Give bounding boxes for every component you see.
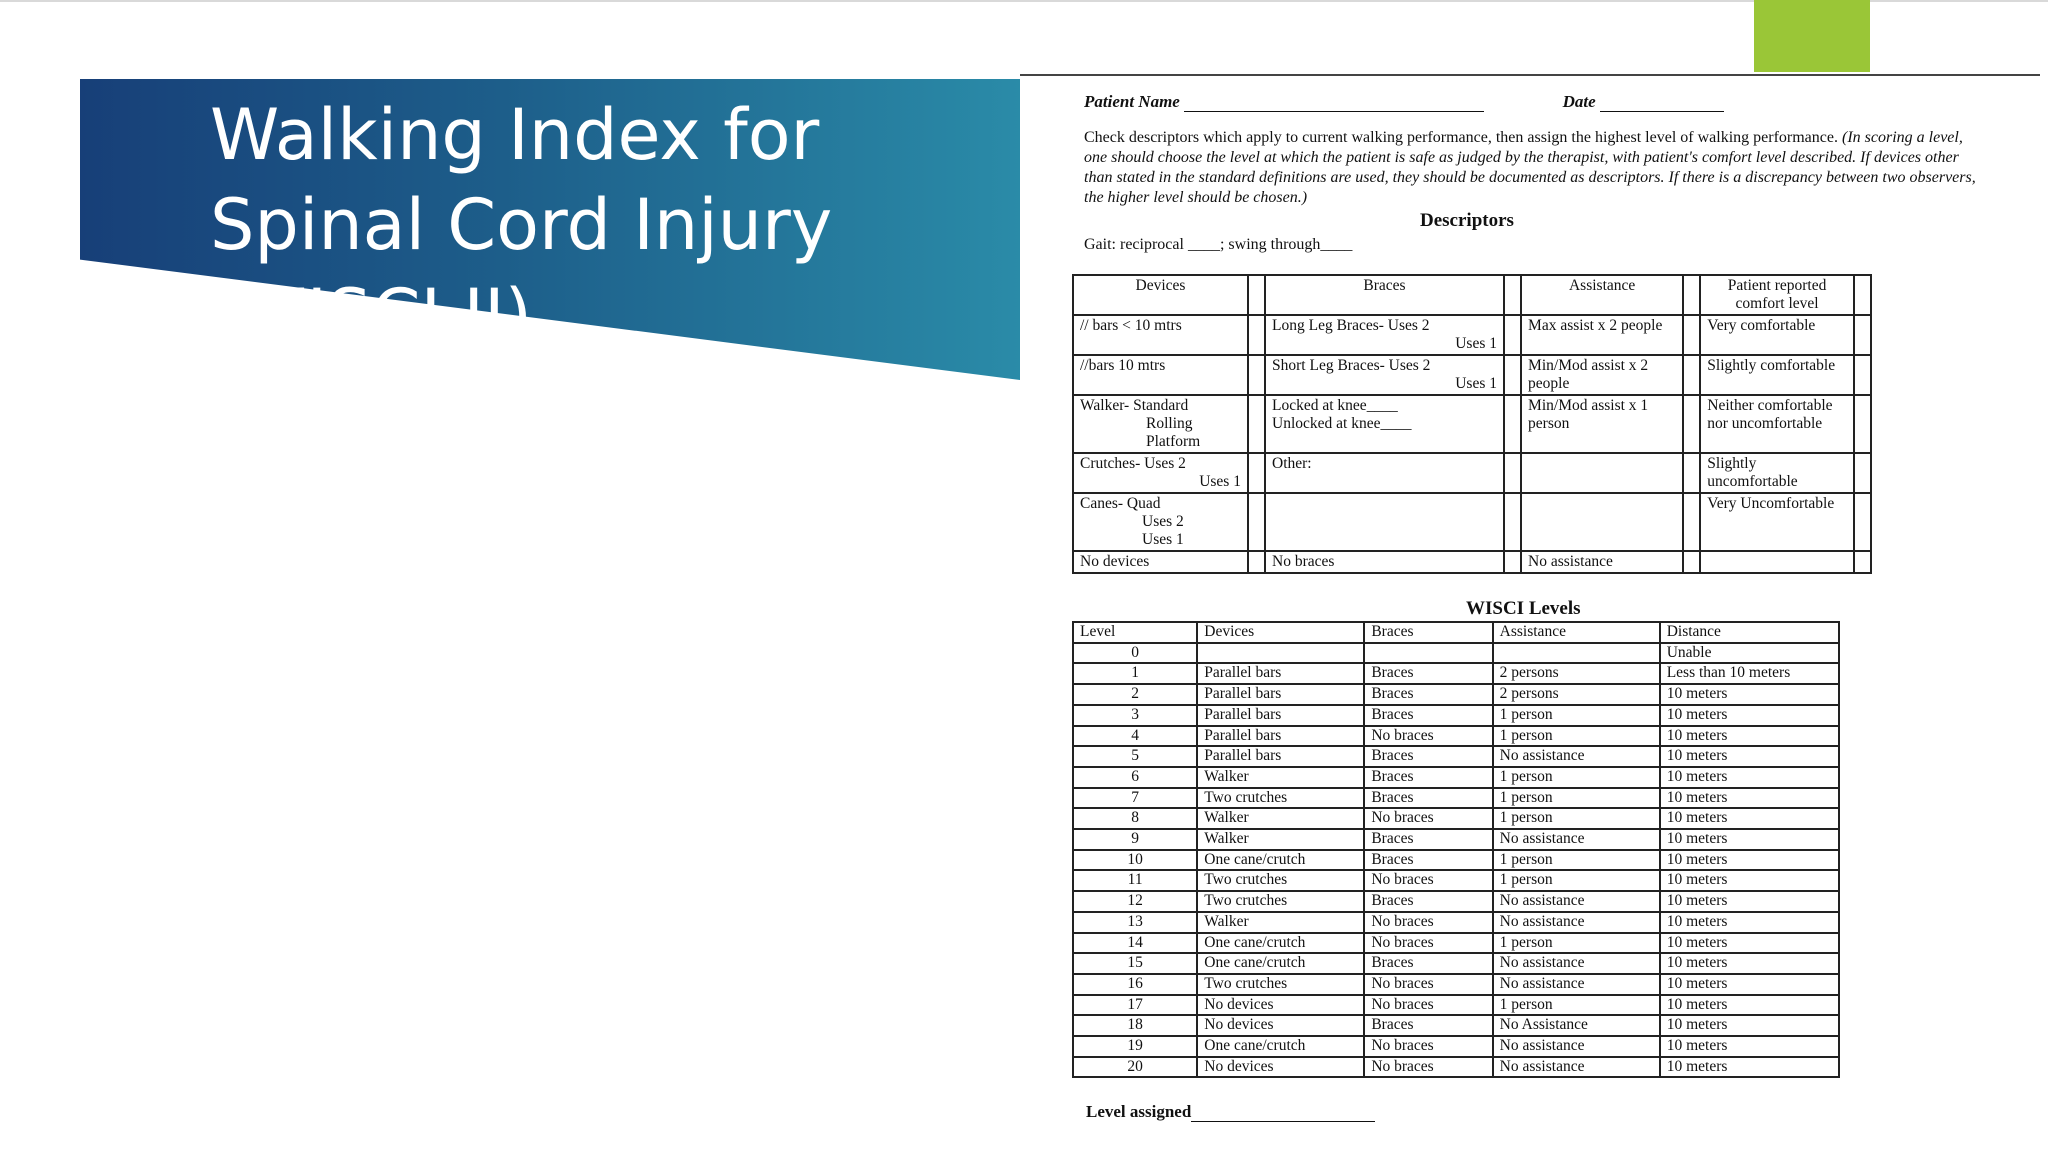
level-cell-level: 13 bbox=[1073, 912, 1197, 933]
instructions-text: Check descriptors which apply to current walking performance, then assign the highest level of walking performance. bbox=[1084, 129, 1838, 146]
descriptor-checkbox[interactable] bbox=[1683, 551, 1700, 573]
level-assigned-label: Level assigned bbox=[1086, 1102, 1192, 1121]
levels-table bbox=[1072, 621, 1840, 1078]
level-cell-braces: No braces bbox=[1364, 995, 1492, 1016]
level-cell-devices: No devices bbox=[1197, 995, 1364, 1016]
level-cell-assistance: No assistance bbox=[1493, 953, 1660, 974]
gait-label: Gait: bbox=[1084, 236, 1116, 253]
instructions-note: (In scoring a level, one should choose the level at which the patient is safe as judged by the therapist, with patient's comfort level described. If devices other than stated in the standard definitions are used, they should be documented as descriptors. If there is a discrepancy between two observers, the higher level should be chosen.) bbox=[1084, 129, 1976, 206]
level-row bbox=[1073, 1057, 1839, 1078]
gait-reciprocal: reciprocal ____; bbox=[1120, 236, 1225, 253]
descriptor-row bbox=[1073, 395, 1871, 453]
level-row bbox=[1073, 663, 1839, 684]
level-row bbox=[1073, 705, 1839, 726]
descriptor-brace: Long Leg Braces- Uses 2 Uses 1 bbox=[1265, 315, 1504, 355]
date-line bbox=[1600, 95, 1724, 112]
level-cell-assistance: 1 person bbox=[1493, 767, 1660, 788]
level-cell-level: 9 bbox=[1073, 829, 1197, 850]
patient-name-line bbox=[1184, 95, 1484, 112]
level-cell-distance: 10 meters bbox=[1660, 1036, 1839, 1057]
level-cell-distance: 10 meters bbox=[1660, 684, 1839, 705]
level-cell-braces: No braces bbox=[1364, 933, 1492, 954]
descriptor-checkbox[interactable] bbox=[1854, 493, 1871, 551]
level-cell-devices: Two crutches bbox=[1197, 870, 1364, 891]
level-cell-assistance: No assistance bbox=[1493, 746, 1660, 767]
level-row bbox=[1073, 1036, 1839, 1057]
level-assigned bbox=[1086, 1102, 1375, 1122]
level-cell-devices: One cane/crutch bbox=[1197, 933, 1364, 954]
descriptor-row bbox=[1073, 551, 1871, 573]
level-cell-level: 5 bbox=[1073, 746, 1197, 767]
level-cell-assistance: 1 person bbox=[1493, 995, 1660, 1016]
level-cell-assistance: No Assistance bbox=[1493, 1015, 1660, 1036]
descriptor-checkbox[interactable] bbox=[1248, 551, 1265, 573]
level-cell-distance: 10 meters bbox=[1660, 912, 1839, 933]
level-row bbox=[1073, 808, 1839, 829]
descriptor-row bbox=[1073, 355, 1871, 395]
level-cell-distance: 10 meters bbox=[1660, 746, 1839, 767]
slide-top-rule bbox=[0, 0, 2048, 2]
descriptor-device: Walker- Standard Rolling Platform bbox=[1073, 395, 1248, 453]
level-cell-level: 15 bbox=[1073, 953, 1197, 974]
descriptor-comfort: Slightly comfortable bbox=[1700, 355, 1854, 395]
descriptor-checkbox[interactable] bbox=[1504, 453, 1521, 493]
col-devices: Devices bbox=[1197, 622, 1364, 643]
level-cell-assistance: 1 person bbox=[1493, 933, 1660, 954]
level-cell-braces: Braces bbox=[1364, 684, 1492, 705]
level-cell-level: 6 bbox=[1073, 767, 1197, 788]
level-row bbox=[1073, 788, 1839, 809]
level-cell-devices: Walker bbox=[1197, 829, 1364, 850]
descriptor-checkbox[interactable] bbox=[1683, 355, 1700, 395]
gait-line bbox=[1084, 236, 1352, 254]
descriptor-device: Crutches- Uses 2 Uses 1 bbox=[1073, 453, 1248, 493]
col-braces: Braces bbox=[1265, 275, 1504, 315]
level-cell-assistance: No assistance bbox=[1493, 912, 1660, 933]
descriptor-comfort: Slightly uncomfortable bbox=[1700, 453, 1854, 493]
descriptor-checkbox[interactable] bbox=[1683, 395, 1700, 453]
level-cell-level: 10 bbox=[1073, 850, 1197, 871]
level-cell-distance: 10 meters bbox=[1660, 808, 1839, 829]
level-cell-level: 11 bbox=[1073, 870, 1197, 891]
level-cell-assistance: No assistance bbox=[1493, 1057, 1660, 1078]
level-cell-level: 20 bbox=[1073, 1057, 1197, 1078]
descriptor-assistance: Max assist x 2 people bbox=[1521, 315, 1683, 355]
level-cell-braces: Braces bbox=[1364, 953, 1492, 974]
descriptor-comfort bbox=[1700, 551, 1854, 573]
level-row bbox=[1073, 746, 1839, 767]
level-cell-assistance: 1 person bbox=[1493, 705, 1660, 726]
level-cell-braces: No braces bbox=[1364, 808, 1492, 829]
level-cell-devices: Parallel bars bbox=[1197, 684, 1364, 705]
descriptor-brace: No braces bbox=[1265, 551, 1504, 573]
descriptor-brace: Other: bbox=[1265, 453, 1504, 493]
descriptor-comfort: Neither comfortable nor uncomfortable bbox=[1700, 395, 1854, 453]
level-cell-level: 18 bbox=[1073, 1015, 1197, 1036]
level-cell-braces: No braces bbox=[1364, 1057, 1492, 1078]
level-cell-braces bbox=[1364, 643, 1492, 664]
level-cell-distance: 10 meters bbox=[1660, 1015, 1839, 1036]
descriptor-row bbox=[1073, 493, 1871, 551]
descriptors-title: Descriptors bbox=[1420, 210, 1514, 231]
level-cell-assistance: 2 persons bbox=[1493, 663, 1660, 684]
descriptor-checkbox[interactable] bbox=[1854, 453, 1871, 493]
level-cell-level: 3 bbox=[1073, 705, 1197, 726]
level-cell-distance: 10 meters bbox=[1660, 870, 1839, 891]
level-row bbox=[1073, 870, 1839, 891]
gait-swing: swing through____ bbox=[1228, 236, 1353, 253]
level-cell-level: 0 bbox=[1073, 643, 1197, 664]
descriptor-comfort: Very Uncomfortable bbox=[1700, 493, 1854, 551]
level-cell-assistance: No assistance bbox=[1493, 891, 1660, 912]
descriptor-checkbox[interactable] bbox=[1854, 395, 1871, 453]
level-cell-braces: Braces bbox=[1364, 829, 1492, 850]
level-cell-devices: Parallel bars bbox=[1197, 705, 1364, 726]
level-cell-level: 14 bbox=[1073, 933, 1197, 954]
level-cell-distance: 10 meters bbox=[1660, 829, 1839, 850]
form-header bbox=[1084, 92, 1724, 112]
descriptor-checkbox[interactable] bbox=[1248, 355, 1265, 395]
level-cell-level: 1 bbox=[1073, 663, 1197, 684]
levels-body bbox=[1073, 643, 1839, 1078]
col-braces: Braces bbox=[1364, 622, 1492, 643]
level-cell-braces: Braces bbox=[1364, 891, 1492, 912]
level-cell-devices: One cane/crutch bbox=[1197, 953, 1364, 974]
level-cell-level: 12 bbox=[1073, 891, 1197, 912]
level-cell-devices: No devices bbox=[1197, 1057, 1364, 1078]
level-row bbox=[1073, 1015, 1839, 1036]
level-cell-braces: Braces bbox=[1364, 850, 1492, 871]
level-row bbox=[1073, 891, 1839, 912]
descriptor-checkbox[interactable] bbox=[1504, 551, 1521, 573]
accent-block bbox=[1754, 0, 1870, 72]
descriptors-header-row bbox=[1073, 275, 1871, 315]
level-cell-distance: Less than 10 meters bbox=[1660, 663, 1839, 684]
level-cell-braces: No braces bbox=[1364, 912, 1492, 933]
descriptor-checkbox[interactable] bbox=[1504, 395, 1521, 453]
slide-title: Walking Index for Spinal Cord Injury (WISCI II) bbox=[210, 94, 833, 356]
instructions bbox=[1084, 128, 1984, 208]
descriptor-row bbox=[1073, 453, 1871, 493]
descriptor-device: // bars < 10 mtrs bbox=[1073, 315, 1248, 355]
level-cell-devices: Two crutches bbox=[1197, 974, 1364, 995]
level-cell-distance: 10 meters bbox=[1660, 850, 1839, 871]
level-cell-devices: Walker bbox=[1197, 912, 1364, 933]
level-cell-assistance: 1 person bbox=[1493, 788, 1660, 809]
descriptor-device: No devices bbox=[1073, 551, 1248, 573]
level-row bbox=[1073, 643, 1839, 664]
descriptor-checkbox[interactable] bbox=[1504, 493, 1521, 551]
level-row bbox=[1073, 933, 1839, 954]
date-label: Date bbox=[1562, 92, 1596, 111]
level-cell-braces: No braces bbox=[1364, 726, 1492, 747]
level-cell-distance: 10 meters bbox=[1660, 726, 1839, 747]
level-cell-braces: No braces bbox=[1364, 974, 1492, 995]
descriptor-checkbox[interactable] bbox=[1854, 315, 1871, 355]
level-cell-braces: No braces bbox=[1364, 1036, 1492, 1057]
level-assigned-line[interactable] bbox=[1191, 1106, 1375, 1122]
col-level: Level bbox=[1073, 622, 1197, 643]
level-row bbox=[1073, 953, 1839, 974]
descriptor-checkbox[interactable] bbox=[1683, 493, 1700, 551]
level-cell-distance: 10 meters bbox=[1660, 705, 1839, 726]
level-cell-devices: No devices bbox=[1197, 1015, 1364, 1036]
level-cell-devices: Parallel bars bbox=[1197, 746, 1364, 767]
col-comfort: Patient reported comfort level bbox=[1700, 275, 1854, 315]
level-cell-level: 8 bbox=[1073, 808, 1197, 829]
descriptor-checkbox[interactable] bbox=[1248, 395, 1265, 453]
descriptor-checkbox[interactable] bbox=[1683, 453, 1700, 493]
level-cell-assistance: 1 person bbox=[1493, 726, 1660, 747]
level-cell-devices: One cane/crutch bbox=[1197, 850, 1364, 871]
level-cell-level: 7 bbox=[1073, 788, 1197, 809]
descriptor-device: Canes- Quad Uses 2 Uses 1 bbox=[1073, 493, 1248, 551]
col-assistance: Assistance bbox=[1521, 275, 1683, 315]
level-cell-distance: 10 meters bbox=[1660, 995, 1839, 1016]
level-cell-distance: 10 meters bbox=[1660, 933, 1839, 954]
col-assistance: Assistance bbox=[1493, 622, 1660, 643]
level-row bbox=[1073, 995, 1839, 1016]
descriptor-checkbox[interactable] bbox=[1248, 453, 1265, 493]
level-cell-level: 4 bbox=[1073, 726, 1197, 747]
level-row bbox=[1073, 850, 1839, 871]
level-cell-braces: Braces bbox=[1364, 767, 1492, 788]
level-cell-devices: Parallel bars bbox=[1197, 726, 1364, 747]
level-row bbox=[1073, 767, 1839, 788]
patient-name-label: Patient Name bbox=[1084, 92, 1180, 111]
descriptor-assistance bbox=[1521, 493, 1683, 551]
level-row bbox=[1073, 974, 1839, 995]
level-cell-braces: Braces bbox=[1364, 1015, 1492, 1036]
level-cell-distance: 10 meters bbox=[1660, 974, 1839, 995]
level-cell-level: 16 bbox=[1073, 974, 1197, 995]
descriptor-checkbox[interactable] bbox=[1248, 315, 1265, 355]
descriptors-table bbox=[1072, 274, 1872, 574]
descriptor-brace: Short Leg Braces- Uses 2 Uses 1 bbox=[1265, 355, 1504, 395]
level-cell-level: 2 bbox=[1073, 684, 1197, 705]
descriptor-checkbox[interactable] bbox=[1248, 493, 1265, 551]
level-cell-assistance bbox=[1493, 643, 1660, 664]
level-row bbox=[1073, 829, 1839, 850]
descriptor-assistance: No assistance bbox=[1521, 551, 1683, 573]
level-cell-distance: 10 meters bbox=[1660, 891, 1839, 912]
level-cell-assistance: 2 persons bbox=[1493, 684, 1660, 705]
descriptor-checkbox[interactable] bbox=[1854, 551, 1871, 573]
descriptor-assistance bbox=[1521, 453, 1683, 493]
level-cell-level: 17 bbox=[1073, 995, 1197, 1016]
level-row bbox=[1073, 684, 1839, 705]
level-cell-distance: 10 meters bbox=[1660, 788, 1839, 809]
descriptor-checkbox[interactable] bbox=[1683, 315, 1700, 355]
level-cell-devices: Walker bbox=[1197, 808, 1364, 829]
level-cell-braces: Braces bbox=[1364, 746, 1492, 767]
level-cell-distance: 10 meters bbox=[1660, 767, 1839, 788]
level-cell-devices: Parallel bars bbox=[1197, 663, 1364, 684]
level-cell-devices: Walker bbox=[1197, 767, 1364, 788]
descriptor-assistance: Min/Mod assist x 2 people bbox=[1521, 355, 1683, 395]
level-cell-braces: Braces bbox=[1364, 788, 1492, 809]
level-cell-distance: 10 meters bbox=[1660, 953, 1839, 974]
level-cell-devices bbox=[1197, 643, 1364, 664]
level-cell-distance: 10 meters bbox=[1660, 1057, 1839, 1078]
descriptor-checkbox[interactable] bbox=[1504, 315, 1521, 355]
level-cell-assistance: No assistance bbox=[1493, 1036, 1660, 1057]
level-cell-devices: Two crutches bbox=[1197, 891, 1364, 912]
level-cell-braces: No braces bbox=[1364, 870, 1492, 891]
descriptor-device: //bars 10 mtrs bbox=[1073, 355, 1248, 395]
level-cell-braces: Braces bbox=[1364, 663, 1492, 684]
descriptor-comfort: Very comfortable bbox=[1700, 315, 1854, 355]
col-devices: Devices bbox=[1073, 275, 1248, 315]
col-distance: Distance bbox=[1660, 622, 1839, 643]
level-row bbox=[1073, 726, 1839, 747]
level-cell-assistance: 1 person bbox=[1493, 850, 1660, 871]
descriptor-brace: Locked at knee____ Unlocked at knee____ bbox=[1265, 395, 1504, 453]
level-cell-devices: One cane/crutch bbox=[1197, 1036, 1364, 1057]
levels-title: WISCI Levels bbox=[1466, 598, 1581, 619]
descriptor-assistance: Min/Mod assist x 1 person bbox=[1521, 395, 1683, 453]
level-cell-assistance: No assistance bbox=[1493, 974, 1660, 995]
level-cell-devices: Two crutches bbox=[1197, 788, 1364, 809]
levels-header-row bbox=[1073, 622, 1839, 643]
level-cell-assistance: 1 person bbox=[1493, 870, 1660, 891]
level-cell-assistance: 1 person bbox=[1493, 808, 1660, 829]
level-cell-braces: Braces bbox=[1364, 705, 1492, 726]
descriptor-checkbox[interactable] bbox=[1854, 355, 1871, 395]
descriptor-brace bbox=[1265, 493, 1504, 551]
wisci-form bbox=[1020, 76, 2040, 1146]
level-cell-assistance: No assistance bbox=[1493, 829, 1660, 850]
descriptor-checkbox[interactable] bbox=[1504, 355, 1521, 395]
descriptor-row bbox=[1073, 315, 1871, 355]
level-cell-level: 19 bbox=[1073, 1036, 1197, 1057]
level-cell-distance: Unable bbox=[1660, 643, 1839, 664]
level-row bbox=[1073, 912, 1839, 933]
